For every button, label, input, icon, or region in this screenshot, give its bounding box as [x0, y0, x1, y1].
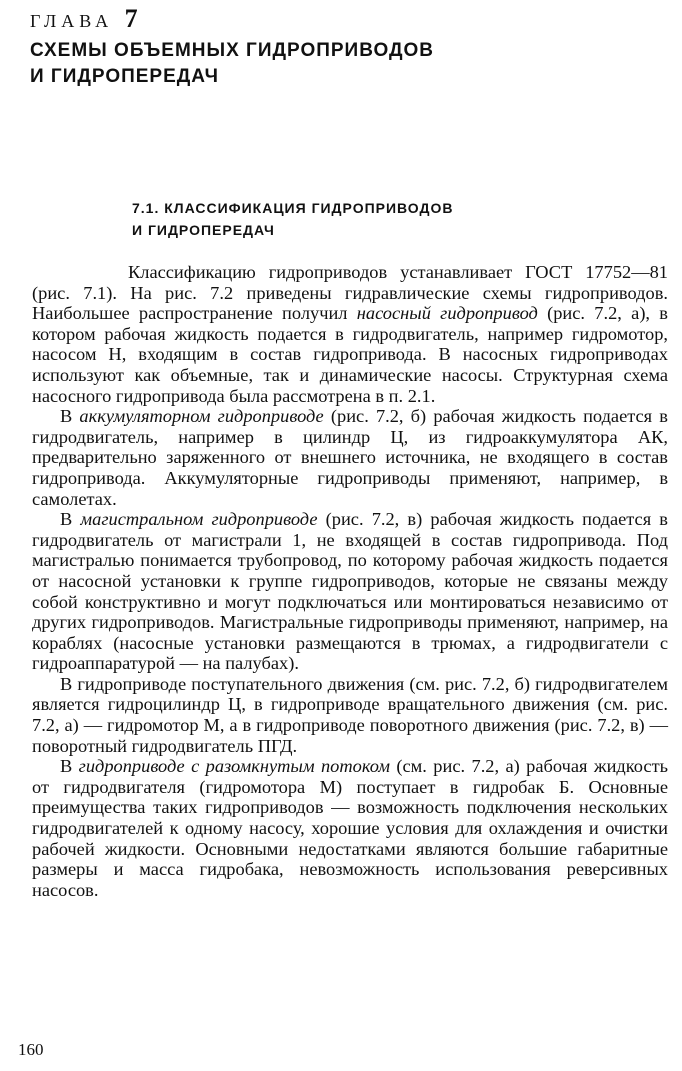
chapter-word: ГЛАВА [30, 11, 114, 31]
section-title-line1: 7.1. КЛАССИФИКАЦИЯ ГИДРОПРИВОДОВ [132, 200, 454, 216]
paragraph-2-text-b: (рис. 7.2, б) рабочая жидкость подается в гидродвигатель, например в цилиндр Ц, из гидроаккумулятора АК, предварительно заряженного от внешнего источника, не входящего в состав гидропривода. Аккумуляторные гидроприводы применяют, например, в самолетах. [32, 406, 668, 509]
chapter-title-line2: И ГИДРОПЕРЕДАЧ [30, 66, 219, 87]
paragraph-2 [32, 406, 668, 509]
paragraph-3-text-b: (рис. 7.2, в) рабочая жидкость подается в гидродвигатель от магистрали 1, не входящей в состав гидропривода. Под магистралью понимается трубопровод, по которому рабочая жидкость подается от насосной установки к группе гидроприводов, которые не связаны между собой конструктивно и могут подключаться или монтироваться независимо от других гидроприводов. Магистральные гидроприводы применяют, например, на кораблях (насосные установки размещаются в трюмах, а гидродвигатели с гидроаппаратурой — на палубах). [32, 509, 668, 674]
paragraph-1 [32, 262, 668, 406]
paragraph-1-text-b: (рис. 7.2, а), в котором рабочая жидкость подается в гидродвигатель, например гидромотор, насосом Н, входящим в состав гидропривода. В насосных гидроприводах используют как объемные, так и динамические насосы. Структурная схема насосного гидропривода была рассмотрена в п. 2.1. [32, 303, 668, 406]
paragraph-1-text-a: Классификацию гидроприводов устанавливает ГОСТ 17752—81 (рис. 7.1). На рис. 7.2 приведены гидравлические схемы гидроприводов. Наибольшее распространение получил [32, 262, 668, 324]
chapter-number: 7 [124, 4, 138, 33]
paragraph-5 [32, 756, 668, 900]
paragraph-5-emphasis: гидроприводе с разомкнутым потоком [78, 756, 390, 777]
chapter-title-line1: СХЕМЫ ОБЪЕМНЫХ ГИДРОПРИВОДОВ [30, 40, 435, 61]
paragraph-5-text-b: (см. рис. 7.2, а) рабочая жидкость от гидродвигателя (гидромотора М) поступает в гидробак Б. Основные преимущества таких гидроприводов — возможность подключения нескольких гидродвигателей к одному насосу, хорошие условия для охлаждения и очистки рабочей жидкости. Основными недостатками являются большие габаритные размеры и масса гидробака, невозможность использования реверсивных насосов. [32, 756, 669, 900]
paragraph-3 [32, 509, 668, 674]
chapter-title [30, 38, 434, 90]
paragraph-3-emphasis: магистральном гидроприводе [80, 509, 318, 530]
section-title-line2: И ГИДРОПЕРЕДАЧ [132, 222, 275, 238]
paragraph-2-text-a: В [60, 406, 80, 427]
page-number: 160 [18, 1040, 44, 1059]
paragraph-5-text-a: В [60, 756, 79, 777]
paragraph-2-emphasis: аккумуляторном гидроприводе [79, 406, 324, 427]
paragraph-4: В гидроприводе поступательного движения (см. рис. 7.2, б) гидродвигателем является гидроцилиндр Ц, в гидроприводе вращательного движения (см. рис. 7.2, а) — гидромотор М, а в гидроприводе поворотного движения (рис. 7.2, в) — поворотный гидродвигатель ПГД. [32, 673, 668, 756]
chapter-label [30, 4, 138, 34]
body-text [32, 262, 668, 900]
paragraph-3-text-a: В [60, 509, 81, 530]
paragraph-1-emphasis: насосный гидропривод [356, 303, 538, 324]
section-title [132, 197, 453, 241]
